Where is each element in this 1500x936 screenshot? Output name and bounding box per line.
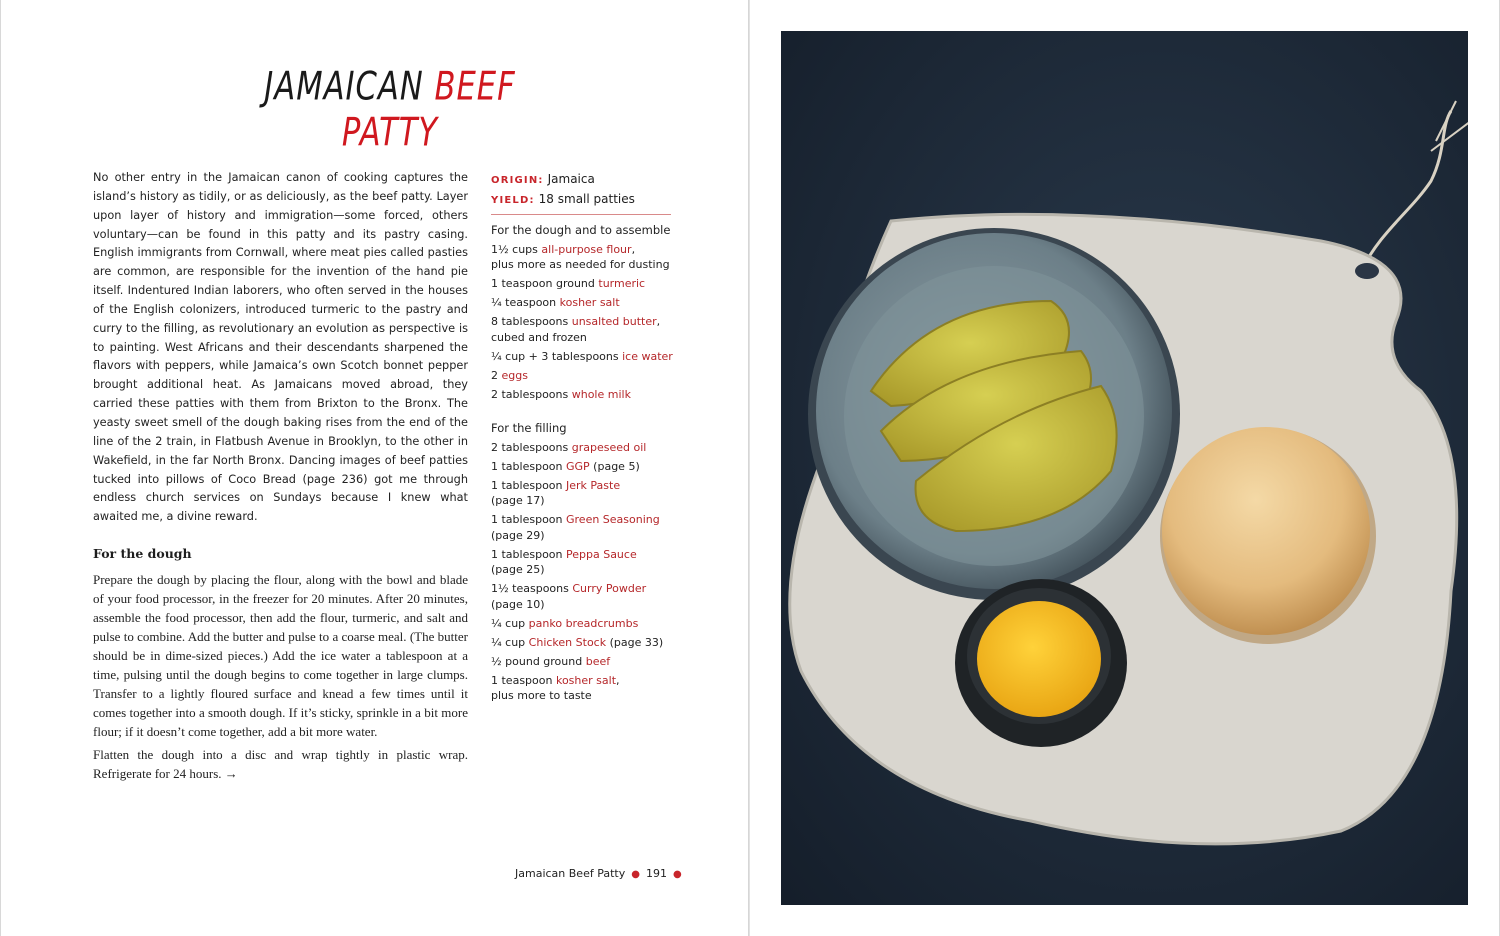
ingredient-item — [491, 547, 681, 578]
page-footer — [515, 867, 688, 880]
ingredient-quantity: ¼ cup — [491, 635, 529, 649]
ingredient-quantity: 1 teaspoon — [491, 673, 556, 687]
ingredient-item — [491, 440, 681, 456]
ingredient-item — [491, 654, 681, 670]
ingredient-name: Curry Powder — [572, 582, 647, 595]
ingredient-name: kosher salt — [559, 296, 620, 309]
ingredient-quantity: ¼ cup + 3 tablespoons — [491, 349, 623, 363]
ingredient-name: unsalted butter — [571, 315, 657, 328]
ingredient-line — [491, 242, 681, 258]
ingredient-item — [491, 387, 681, 403]
ingredient-suffix: , — [631, 242, 636, 256]
ingredient-line — [491, 368, 681, 384]
dough-ingredient-list — [491, 242, 681, 403]
ingredient-quantity: 1 tablespoon — [491, 513, 566, 526]
book-spine — [748, 0, 750, 936]
page-number: 191 — [645, 867, 667, 880]
dough-method — [93, 570, 468, 787]
footer-title: Jamaican Beef Patty — [515, 867, 626, 880]
ingredient-quantity: 1 tablespoon — [491, 478, 566, 492]
ingredient-quantity: 1½ teaspoons — [491, 582, 573, 595]
ingredient-name: whole milk — [571, 387, 631, 401]
ingredient-line — [491, 547, 681, 563]
ingredient-name: turmeric — [598, 277, 646, 290]
ingredient-line — [491, 276, 681, 292]
ingredient-line — [491, 673, 681, 689]
ingredient-name: GGP — [566, 459, 590, 473]
ingredient-line — [491, 349, 681, 365]
ingredient-quantity: 2 — [491, 368, 502, 382]
ingredient-suffix: (page 5) — [589, 459, 640, 473]
ingredient-note: (page 17) — [491, 494, 545, 507]
ingredient-name: eggs — [501, 368, 528, 382]
ingredient-name: panko breadcrumbs — [528, 616, 639, 630]
ingredient-suffix: , — [656, 315, 661, 328]
ingredient-line — [491, 314, 681, 330]
ingredient-quantity: 1 tablespoon — [491, 459, 566, 473]
ingredient-item — [491, 242, 681, 273]
ingredient-quantity: 1½ cups — [491, 242, 542, 256]
ingredient-quantity: ¼ teaspoon — [491, 296, 560, 309]
yield-line — [491, 190, 671, 210]
ingredient-line — [491, 581, 681, 597]
footer-bullet: ● — [631, 869, 640, 880]
ingredient-line — [491, 616, 681, 632]
footer-bullet: ● — [672, 869, 682, 880]
ingredient-name: Green Seasoning — [566, 513, 660, 526]
ingredient-line — [491, 635, 681, 651]
ingredient-note: plus more as needed for dusting — [491, 258, 670, 271]
ingredient-line — [491, 440, 681, 456]
title-part-1: JAMAICAN — [264, 64, 424, 110]
ingredient-item — [491, 673, 681, 704]
ingredient-item — [491, 581, 681, 612]
recipe-meta — [491, 170, 671, 210]
ingredient-item — [491, 314, 681, 345]
ingredient-note: (page 25) — [491, 563, 545, 576]
filling-ingredient-list — [491, 440, 681, 704]
ingredient-item — [491, 459, 681, 475]
food-photo — [781, 31, 1468, 905]
ingredient-item — [491, 616, 681, 632]
ingredient-item — [491, 478, 681, 509]
ingredient-quantity: ¼ cup — [491, 616, 529, 630]
ingredient-quantity: 2 tablespoons — [491, 387, 572, 401]
ingredient-line — [491, 478, 681, 494]
ingredient-name: beef — [585, 654, 611, 668]
ingredient-quantity: 8 tablespoons — [491, 315, 572, 328]
dough-ingredients-title: For the dough and to assemble — [491, 223, 671, 237]
ingredient-name: all-purpose flour — [541, 242, 632, 256]
ingredient-note: cubed and frozen — [491, 330, 587, 344]
ingredient-item — [491, 368, 681, 384]
ingredient-name: Chicken Stock — [528, 635, 607, 649]
food-photo-illustration — [781, 31, 1468, 905]
ingredient-item — [491, 276, 681, 292]
yield-label: YIELD: — [491, 195, 535, 206]
dough-method-paragraph-2: Flatten the dough into a disc and wrap tightly in plastic wrap. Refrigerate for 24 hours. → — [93, 747, 468, 781]
ingredient-line — [491, 295, 681, 311]
ingredient-line — [491, 387, 681, 403]
yield-value: 18 small patties — [538, 192, 635, 206]
ingredient-name: Jerk Paste — [566, 478, 621, 492]
ingredient-name: ice water — [622, 349, 673, 363]
ingredient-item — [491, 349, 681, 365]
ingredient-item — [491, 635, 681, 651]
ingredient-name: grapeseed oil — [571, 440, 647, 454]
title-part-2: BEEF PATTY — [341, 64, 516, 156]
ingredient-line — [491, 512, 681, 528]
filling-ingredients — [491, 421, 681, 707]
ingredient-item — [491, 512, 681, 543]
ingredient-quantity: ½ pound ground — [491, 654, 586, 668]
filling-ingredients-title: For the filling — [491, 421, 567, 435]
origin-value: Jamaica — [547, 172, 595, 186]
ingredient-line — [491, 459, 681, 475]
ingredient-quantity: 2 tablespoons — [491, 440, 572, 454]
ingredient-note: plus more to taste — [491, 689, 592, 702]
ingredient-suffix: , — [616, 673, 620, 687]
ingredient-line — [491, 654, 681, 670]
dough-method-heading: For the dough — [93, 546, 192, 561]
ingredient-quantity: 1 teaspoon ground — [491, 277, 599, 290]
meta-divider — [491, 214, 671, 215]
ingredient-suffix: (page 33) — [606, 635, 664, 649]
ingredient-note: (page 29) — [491, 528, 545, 542]
ingredient-name: kosher salt — [555, 673, 617, 687]
dough-method-paragraph-1: Prepare the dough by placing the flour, along with the bowl and blade of your food processor, in the freezer for 20 minutes. After 20 minutes, assemble the food processor, then add the flour, turmeric, and salt and pulse to combine. Add the butter and pulse to a coarse meal. (The butter should be in dime-sized pieces.) Add the ice water a tablespoon at a time, pulsing until the dough begins to come together in large clumps. Transfer to a lightly floured surface and knead a few times until it comes together into a smooth dough. If it’s sticky, sprinkle in a bit more flour; if it doesn’t come together, add a bit more water. — [93, 572, 468, 739]
intro-paragraph: No other entry in the Jamaican canon of cooking captures the island’s history as tidily, or as deliciously, as the beef patty. Layer upon layer of history and immigration—some forced, others voluntary—can be found in this patty and its pastry casing. English immigrants from Cornwall, where meat pies called pasties are common, are responsible for the invention of the hand pie itself. Indentured Indian laborers, who often served in the houses of the English colonizers, introduced turmeric to the pastry and curry to the filling, as revolutionary an evolution as perspective is to painting. West Africans and their descendants sharpened the flavors with peppers, while Jamaica’s own Scotch bonnet pepper brought additional heat. As Jamaicans moved abroad, they carried these patties with them from Brixton to the Bronx. The yeasty sweet smell of the dough baking rises from the end of the line of the 2 train, in Flatbush Avenue in Brooklyn, to the other in Wakefield, in the far North Bronx. Dancing images of beef patties tucked into pillows of Coco Bread (page 236) got me through endless church services on Sundays because I knew what awaited me, a divine reward. — [93, 171, 468, 524]
dough-ingredients — [491, 223, 681, 406]
ingredient-note: (page 10) — [491, 597, 545, 611]
ingredient-quantity: 1 tablespoon — [491, 547, 566, 561]
page-edge-left — [0, 0, 1, 936]
origin-label: ORIGIN: — [491, 175, 544, 186]
ingredient-item — [491, 295, 681, 311]
recipe-title — [240, 64, 540, 156]
origin-line — [491, 170, 671, 190]
ingredient-name: Peppa Sauce — [566, 547, 637, 561]
